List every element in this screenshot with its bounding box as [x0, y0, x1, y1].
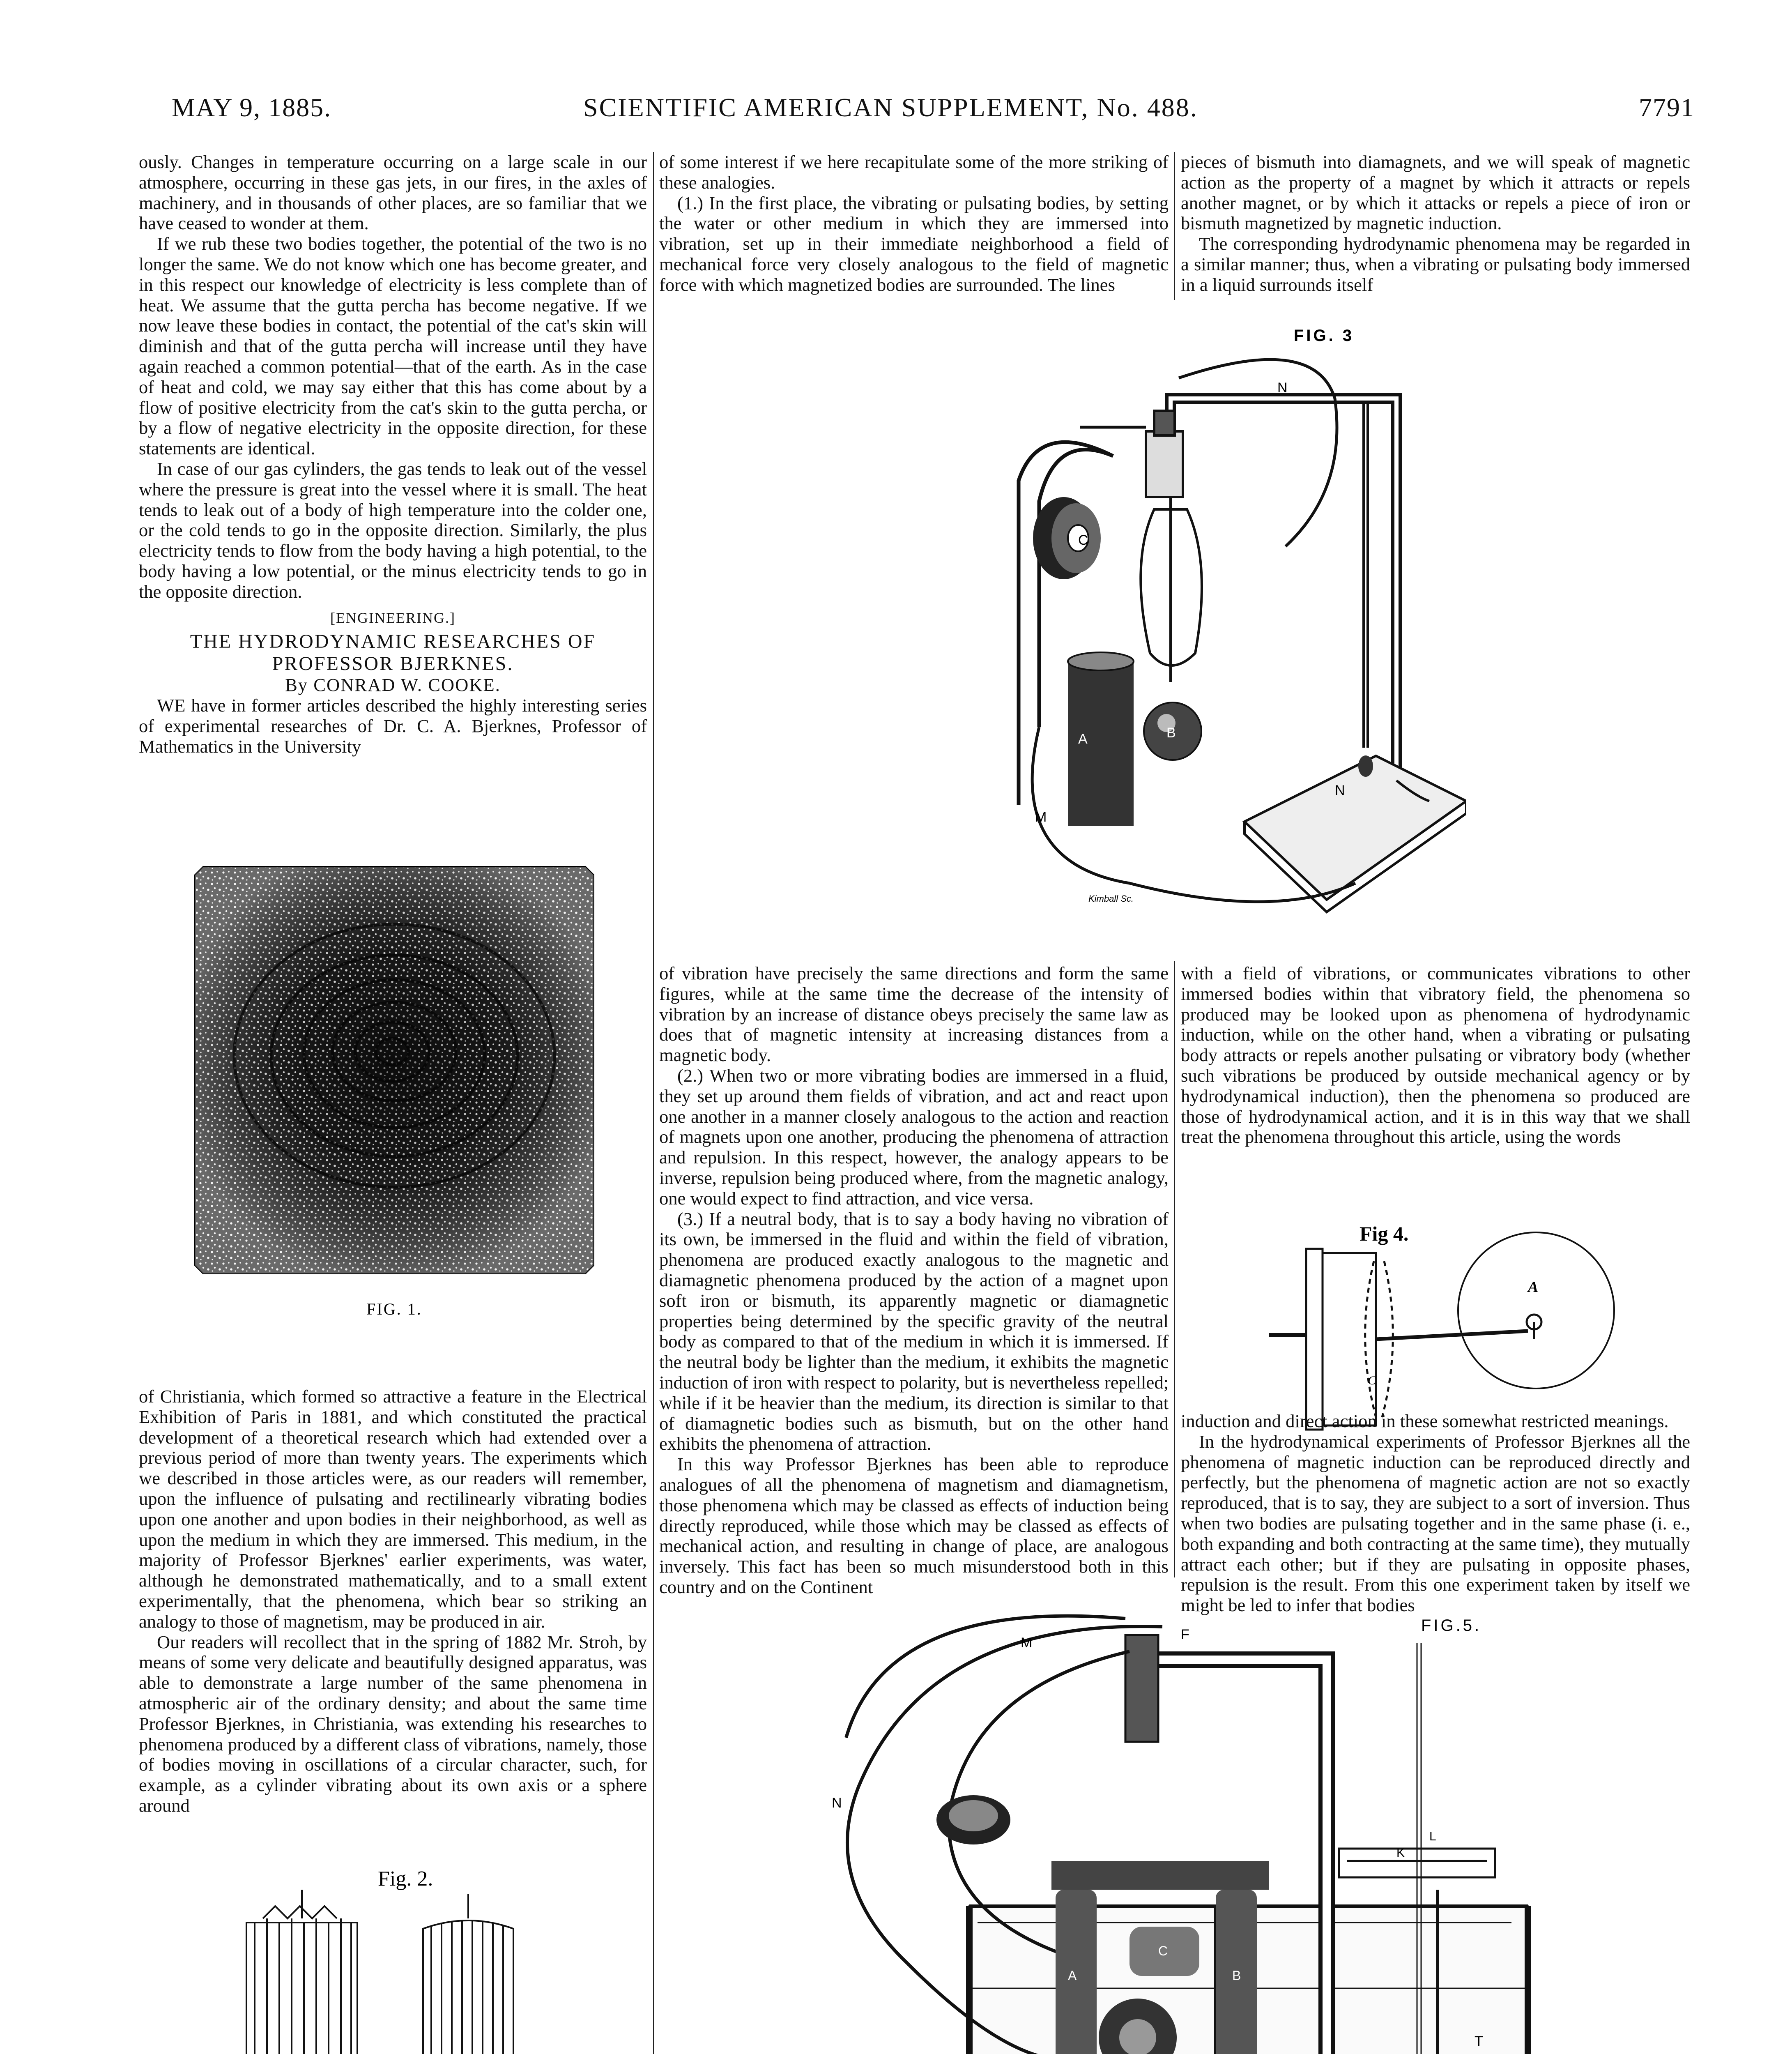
fig2-label: Fig. 2. [378, 1867, 433, 1891]
fig5-label-m: M [1021, 1635, 1033, 1651]
fig5-label-n: N [832, 1795, 842, 1811]
fig1-caption: FIG. 1. [366, 1300, 422, 1318]
fig2-fluted-cylinder-b [423, 1894, 513, 2054]
fig3-label: FIG. 3 [1294, 327, 1355, 345]
paragraph: In case of our gas cylinders, the gas tends to leak out of the vessel where the pressure is great into the vessel where it is small. The heat tends to leak out of a body of high temperature into the colder one, or the cold tends to go in the opposite direction. Similarly, the plus electricity tends to flow from the body having a high potential, to the body having a low potential, or the minus electricity tends to go in the opposite direction. [139, 458, 647, 602]
paragraph: In this way Professor Bjerknes has been able to reproduce analogues of all the phenomena of magnetism and diamagnetism, those phenomena which may be classed as effects of induction being directly reproduced, while those which may be classed as effects of mechanical action, and resulting in change of place, are analogous inversely. This fact has been so much misunderstood both in this country and on the Continent [659, 1454, 1169, 1597]
fig3-label-c: C [1078, 532, 1088, 548]
byline: By CONRAD W. COOKE. [285, 675, 501, 695]
fig3-label-b: B [1166, 725, 1176, 741]
paragraph: The corresponding hydrodynamic phenomena may be regarded in a similar manner; thus, when a vibrating or pulsating body immersed in a liquid surrounds itself [1181, 233, 1690, 295]
fig5-label-l: L [1429, 1830, 1436, 1843]
paragraph: In the hydrodynamical experiments of Professor Bjerknes all the phenomena of magnetic induction can be reproduced directly and perfectly, but the phenomena of magnetic action are not so exactly reproduced, that is to say, they are subject to a sort of inversion. Thus when two bodies are pulsating together and in the same phase (i. e., both expanding and both contracting at the same time), they mutually attract each other; but if they are pulsating in opposite phases, repulsion is the result. From this one experiment taken by itself we might be led to infer that bodies [1181, 1431, 1690, 1616]
fig1-vortex-pattern-image [187, 859, 602, 1335]
fig3-engraver-signature: Kimball Sc. [1088, 893, 1134, 904]
fig5-label-a: A [1068, 1968, 1077, 1983]
column-3-top [1181, 152, 1690, 295]
paragraph: (3.) If a neutral body, that is to say a body having no vibration of its own, be immersed in the fluid and within the field of vibration, phenomena are produced exactly analogous to the magnetic and diamagnetic phenomena produced by the action of a magnet upon soft iron or bismuth, its apparently magnetic or diamagnetic properties being determined by the specific gravity of the neutral body as compared to that of the medium in which it is immersed. If the neutral body be lighter than the medium, it exhibits the magnetic induction of iron with respect to polarity, but is nevertheless repelled; while if it be heavier than the medium, its direction is similar to that of diamagnetic bodies such as bismuth, but on the other hand exhibits the phenomena of attraction. [659, 1208, 1169, 1454]
figure-4 [1245, 1216, 1626, 1434]
paragraph: with a field of vibrations, or communicates vibrations to other immersed bodies within that vibratory field, the phenomena so produced may be looked upon as phenomena of hydrodynamic induction, while on the other hand, when a vibrating or pulsating body attracts or repels another pulsating or vibratory body (whether such vibrations be produced by outside mechanical agency or by hydrodynamical induction), then the phenomena so produced are those of hydrodynamical action, and it is in this way that we shall treat the phenomena throughout this article, using the words [1181, 963, 1690, 1147]
column-2-mid [659, 963, 1169, 1598]
paragraph: of Christiania, which formed so attractive a feature in the Electrical Exhibition of Paris in 1881, and which constituted the practical development of a theoretical research which had extended over a previous period of more than twenty years. The experiments which we described in those articles were, as our readers will remember, upon the influence of pulsating and rectilinearly vibrating bodies upon one another and upon bodies in their neighborhood, as well as upon the medium in which they are immersed. This medium, in the majority of Professor Bjerknes' earlier experiments, was water, although he demonstrated mathematically, and to a small extent experimentally, that the phenomena, which bear so striking an analogy to those of magnetism, may be produced in air. [139, 1386, 647, 1632]
fig2-fluted-cylinder-a [246, 1890, 357, 2054]
fig5-label-t2: T [1475, 2033, 1483, 2049]
column-rule-right [1174, 152, 1175, 300]
figure-3 [883, 316, 1466, 937]
fig5-label-c: C [1158, 1943, 1168, 1958]
paragraph: induction and direct action in these somewhat restricted meanings. [1181, 1411, 1669, 1431]
column-3-mid [1181, 963, 1690, 1147]
fig4-label: Fig 4. [1360, 1222, 1409, 1245]
header-date: MAY 9, 1885. [172, 93, 332, 122]
column-rule-right-mid [1174, 961, 1175, 1577]
fig3-label-a: A [1078, 731, 1088, 747]
page-header [0, 92, 1792, 142]
paragraph: If we rub these two bodies together, the potential of the two is no longer the same. We do not know which one has become greater, and in this respect our knowledge of electricity is less complete than of heat. We assume that the gutta percha has become negative. If we now leave these bodies in contact, the potential of the cat's skin will diminish and that of the gutta percha will increase until they have again reached a common potential—that of the earth. As in the case of heat and cold, we may say either that this has come about by a flow of positive electricity from the cat's skin to the gutta percha, or by a flow of negative electricity in the opposite direction, for these statements are identical. [139, 233, 647, 459]
paragraph: of some interest if we here recapitulate some of the more striking of these analogies. [659, 152, 1169, 193]
fig3-label-m: M [1035, 809, 1047, 825]
fig4-label-c: C [1368, 1374, 1376, 1387]
header-title: SCIENTIFIC AMERICAN SUPPLEMENT, No. 488. [583, 93, 1198, 122]
fig3-pendulum-bob [1358, 755, 1373, 777]
column-2-top [659, 152, 1169, 295]
paragraph: (1.) In the first place, the vibrating or pulsating bodies, by setting the water or other medium in which they are immersed into vibration, set up in their immediate neighborhood a field of mechanical force very closely analogous to the field of magnetic force with which magnetized bodies are surrounded. The lines [659, 192, 1169, 295]
fig3-label-n1: N [1277, 380, 1288, 396]
paragraph: (2.) When two or more vibrating bodies are immersed in a fluid, they set up around them fields of vibration, and act and react upon one another in a manner closely analogous to the action and reaction of magnets upon one another, producing the phenomena of attraction and repulsion. In this respect, however, the analogy appears to be inverse, repulsion being produced where, from the magnetic analogy, one would expect to find attraction, and vice versa. [659, 1065, 1169, 1209]
fig5-label-b: B [1232, 1968, 1241, 1983]
figure-5 [805, 1594, 1598, 2054]
paragraph: pieces of bismuth into diamagnets, and we will speak of magnetic action as the property of a magnet by which it attracts or repels another magnet, or by which it attacks or repels a piece of iron or bismuth magnetized by magnetic induction. [1181, 152, 1690, 234]
column-1-mid [139, 1386, 647, 1816]
fig3-cylinder-a [1068, 652, 1134, 826]
paragraph: WE have in former articles described the highly interesting series of experimental researches of Dr. C. A. Bjerknes, Professor of Mathematics in the University [139, 695, 647, 757]
fig3-label-n2: N [1335, 783, 1345, 798]
fig5-electromagnet-coil [936, 1795, 1010, 1844]
column-1-top [139, 152, 647, 757]
article-title: THE HYDRODYNAMIC RESEARCHES OF PROFESSOR BJERKNES. [190, 631, 596, 675]
figure-2 [214, 1857, 583, 2054]
fig5-label-k: K [1396, 1846, 1405, 1860]
paragraph: ously. Changes in temperature occurring on a large scale in our atmosphere, occurring in these gas jets, in our fires, in the axles of machinery, and in thousands of other places, are so familiar that we have ceased to wonder at them. [139, 152, 647, 234]
fig4-label-a: A [1528, 1278, 1539, 1296]
column-3-mid-2 [1181, 1411, 1690, 1616]
paragraph: of vibration have precisely the same directions and form the same figures, while at the same time the decrease of the intensity of vibration by an increase of distance obeys precisely the same law as does that of magnetic intensity at increasing distances from a magnetic body. [659, 963, 1169, 1066]
header-page-number: 7791 [1639, 93, 1695, 122]
figure-1 [187, 859, 602, 1335]
section-tag: [ENGINEERING.] [330, 609, 455, 626]
column-rule-left [653, 152, 654, 2054]
fig5-label-f1: F [1181, 1627, 1189, 1642]
fig3-electromagnet-coil [1033, 497, 1101, 579]
fig5-label: FIG.5. [1421, 1616, 1482, 1635]
paragraph: Our readers will recollect that in the spring of 1882 Mr. Stroh, by means of some very delicate and beautifully designed apparatus, was able to demonstrate a large number of the same phenomena in atmospheric air of the ordinary density; and about the same time Professor Bjerknes, in Christiania, was extending his researches to phenomena produced by a different class of vibrations, namely, those of bodies moving in oscillations of a circular character, such, for example, as a cylinder vibrating about its own axis or a sphere around [139, 1631, 647, 1816]
